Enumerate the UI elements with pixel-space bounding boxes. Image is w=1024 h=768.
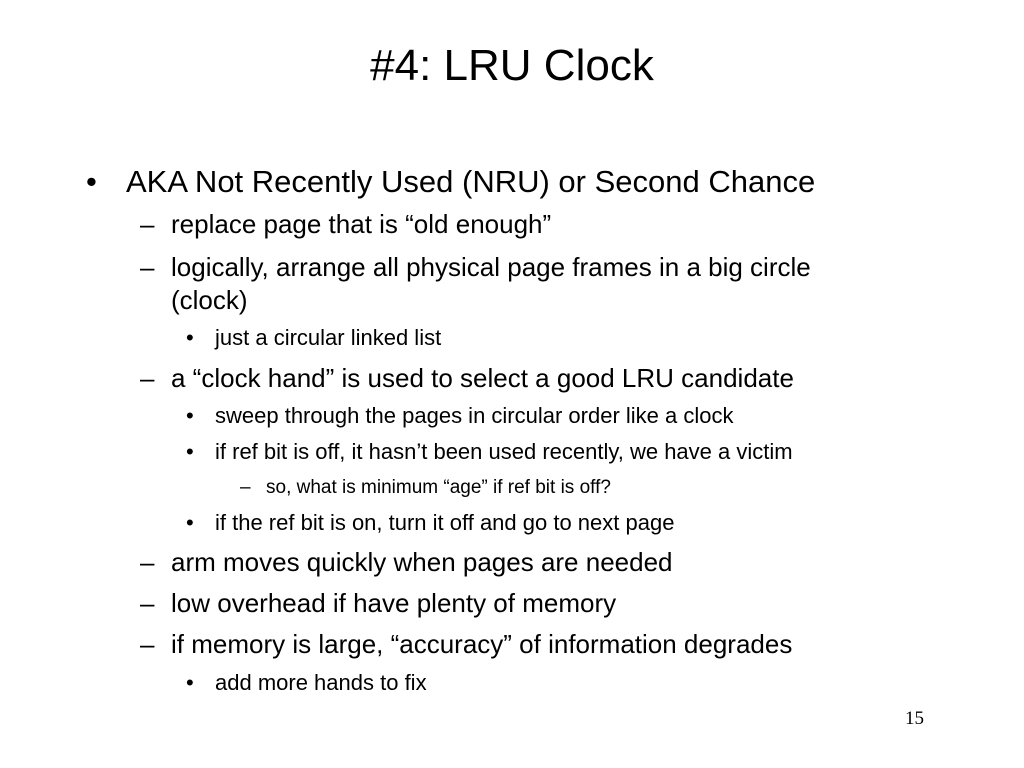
bullet-text: logically, arrange all physical page frames in a big circle	[171, 252, 811, 282]
bullet-text: if the ref bit is on, turn it off and go to next page	[215, 510, 675, 535]
bullet-text: replace page that is “old enough”	[171, 209, 552, 239]
bullet-text: AKA Not Recently Used (NRU) or Second Chance	[126, 164, 816, 199]
bullet-text: sweep through the pages in circular order like a clock	[215, 403, 734, 428]
bullet-text: a “clock hand” is used to select a good LRU candidate	[171, 363, 794, 393]
dash-marker: –	[240, 477, 251, 498]
bullet-marker: •	[186, 439, 194, 464]
bullet-text-continuation	[171, 284, 248, 317]
bullet-marker: •	[186, 510, 194, 535]
slide-title: #4: LRU Clock	[370, 41, 654, 90]
bullet-text: add more hands to fix	[215, 670, 427, 695]
bullet-text: if memory is large, “accuracy” of information degrades	[171, 629, 793, 659]
bullet-text: just a circular linked list	[215, 325, 442, 350]
bullet-marker: •	[186, 403, 194, 428]
bullet-text: if ref bit is off, it hasn’t been used recently, we have a victim	[215, 439, 793, 464]
page-number: 15	[905, 708, 924, 729]
bullet-marker: •	[186, 325, 194, 350]
dash-marker: –	[140, 209, 155, 239]
dash-marker: –	[140, 252, 155, 282]
bullet-text: low overhead if have plenty of memory	[171, 588, 617, 618]
bullet-marker: •	[86, 164, 97, 199]
dash-marker: –	[140, 363, 155, 393]
bullet-marker: •	[186, 670, 194, 695]
dash-marker: –	[140, 547, 155, 577]
dash-marker: –	[140, 588, 155, 618]
bullet-text: arm moves quickly when pages are needed	[171, 547, 673, 577]
bullet-text: so, what is minimum “age” if ref bit is off?	[266, 477, 611, 498]
dash-marker: –	[140, 629, 155, 659]
bullet-text: (clock)	[171, 285, 248, 315]
